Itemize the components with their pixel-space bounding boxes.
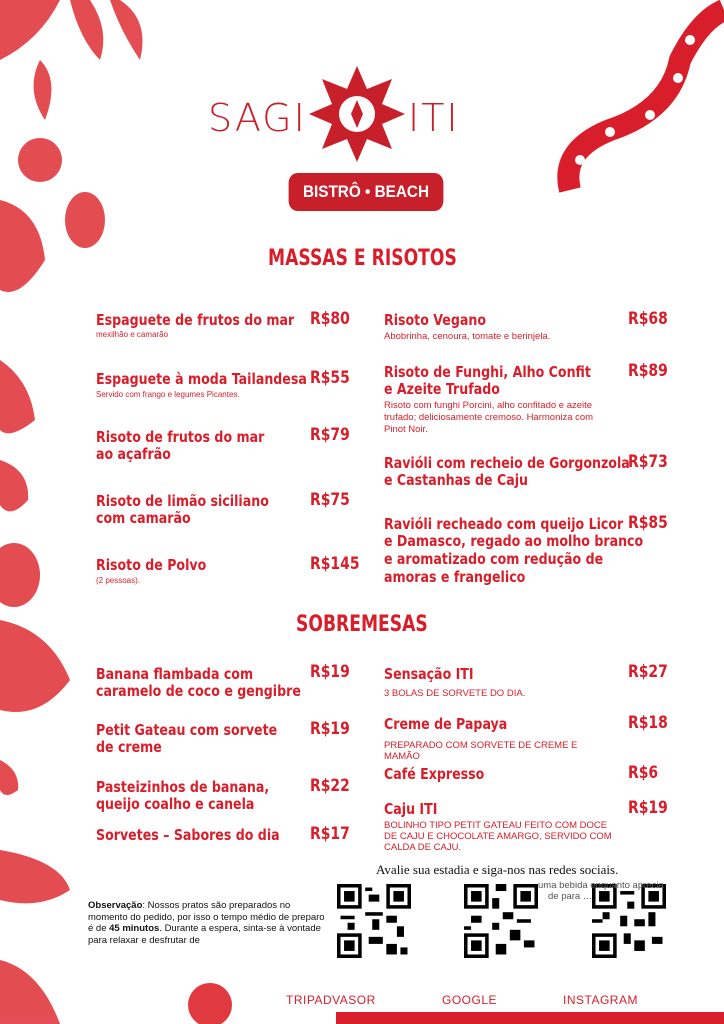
octopus-tentacle-decor [550, 0, 724, 210]
menu-item-name: Risoto de Funghi, Alho Confit [384, 363, 591, 381]
instagram-link[interactable]: INSTAGRAM [563, 993, 638, 1007]
menu-item-desc-line2: DE CAJU E CHOCOLATE AMARGO, SERVIDO COM [384, 831, 612, 842]
menu-item-name-line2: caramelo de coco e gengibre [96, 682, 301, 700]
observation-text-end: . Durante a espera, sinta-se à vontade para relaxar e desfrutar de [88, 923, 321, 946]
menu-item-name: Banana flambada com [96, 665, 254, 683]
menu-item-desc-line2: trufado; deliciosamente cremoso. Harmoniza com [384, 412, 594, 423]
google-qr-code[interactable] [464, 884, 538, 958]
menu-item-name: Petit Gateau com sorvete [96, 721, 278, 739]
menu-item-desc: BOLINHO TIPO PETIT GATEAU FEITO COM DOCE [384, 820, 608, 831]
instagram-qr-code[interactable] [592, 884, 666, 958]
menu-item-name: Pasteizinhos de banana, [96, 778, 270, 796]
menu-item-desc: 3 BOLAS DE SORVETE DO DIA. [384, 688, 526, 699]
menu-item-name: Sorvetes – Sabores do dia [96, 826, 280, 844]
menu-item-desc: Abobrinha, cenoura, tomate e berinjela. [384, 331, 551, 342]
menu-item-name-line4: amoras e frangelico [384, 568, 526, 586]
menu-item-price: R$19 [310, 662, 350, 682]
observation-label: Observação [88, 900, 143, 911]
menu-item-price: R$19 [310, 719, 350, 739]
overlay-text: uma bebida enquanto aprecia [538, 880, 664, 891]
menu-item-name-line2: e Damasco, regado ao molho branco [384, 532, 644, 550]
menu-item-name-line2: de creme [96, 738, 162, 756]
menu-item-price: R$19 [628, 798, 668, 818]
tropical-decor-bottom [160, 970, 250, 1024]
menu-item-price: R$85 [628, 513, 668, 533]
menu-item-price: R$27 [628, 662, 668, 682]
menu-item-price: R$73 [628, 452, 668, 472]
social-invite-text: Avalie sua estadia e siga-nos nas redes sociais. [376, 862, 619, 877]
menu-item-name: Ravióli com recheio de Gorgonzola [384, 454, 630, 472]
tripadvisor-qr-code[interactable] [337, 884, 411, 958]
menu-item-desc-line3: Pinot Noir. [384, 424, 428, 435]
menu-item-price: R$75 [310, 490, 350, 510]
menu-item-desc-line2: MAMÃO [384, 751, 420, 762]
menu-item-desc: mexilhão e camarão [96, 330, 169, 339]
menu-item-desc: Servido com frango e legumes Picantes. [96, 390, 240, 399]
menu-item-name: Ravióli recheado com queijo Licor [384, 515, 624, 533]
massas-section-title: MASSAS E RISOTOS [268, 246, 457, 271]
menu-item-name: Café Expresso [384, 765, 485, 783]
menu-item-name: Risoto de limão siciliano [96, 492, 269, 510]
observation-note [88, 900, 328, 946]
menu-item-price: R$79 [310, 425, 350, 445]
menu-item-name-line2: e Azeite Trufado [384, 380, 500, 398]
menu-item-price: R$17 [310, 824, 350, 844]
tripadvisor-link[interactable]: TRIPADVASOR [286, 993, 376, 1007]
menu-item-desc-line3: CALDA DE CAJU. [384, 842, 462, 853]
sobremesas-section-title: SOBREMESAS [296, 612, 428, 637]
menu-item-name: Espaguete de frutos do mar [96, 311, 295, 329]
brand-name-right: ITI [408, 96, 460, 140]
menu-item-name-line3: e aromatizado com redução de [384, 550, 604, 568]
menu-item-price: R$89 [628, 361, 668, 381]
menu-item-desc: Risoto com funghi Porcini, alho confitado e azeite [384, 400, 593, 411]
menu-item-price: R$22 [310, 776, 350, 796]
menu-item-name: Risoto de frutos do mar [96, 428, 265, 446]
menu-item-name: Espaguete à moda Tailandesa [96, 370, 307, 388]
brand-name [208, 96, 460, 140]
footer-bar [336, 1012, 724, 1024]
menu-item-price: R$68 [628, 309, 668, 329]
menu-item-desc: PREPARADO COM SORVETE DE CREME E [384, 740, 578, 751]
bistro-beach-bar-badge: BISTRÔ • BEACH BAR [289, 173, 444, 211]
menu-item-name: Sensação ITI [384, 665, 474, 683]
menu-item-price: R$80 [310, 309, 350, 329]
observation-text: : Nossos pratos são preparados no momento do pedido, por isso o tempo médio de preparo é de [88, 900, 325, 934]
google-link[interactable]: GOOGLE [442, 993, 498, 1007]
menu-item-name-line2: com camarão [96, 509, 191, 527]
menu-item-name: Creme de Papaya [384, 715, 508, 733]
observation-wait-time: 45 minutos [109, 923, 160, 934]
brand-name-left: SAGI [208, 96, 307, 140]
menu-item-price: R$55 [310, 368, 350, 388]
menu-item-name: Caju ITI [384, 800, 438, 818]
menu-item-name-line2: ao açafrão [96, 445, 171, 463]
menu-item-name-line2: e Castanhas de Caju [384, 471, 529, 489]
menu-item-name-line2: queijo coalho e canela [96, 795, 255, 813]
menu-item-desc: (2 pessoas). [96, 576, 141, 585]
menu-item-name: Risoto de Polvo [96, 556, 207, 574]
menu-item-price: R$6 [628, 763, 659, 783]
menu-item-name: Risoto Vegano [384, 311, 487, 329]
menu-item-price: R$145 [310, 554, 360, 574]
menu-item-price: R$18 [628, 713, 668, 733]
overlay-text-line2: de para … [548, 891, 593, 902]
flower-logo-icon [307, 64, 407, 164]
